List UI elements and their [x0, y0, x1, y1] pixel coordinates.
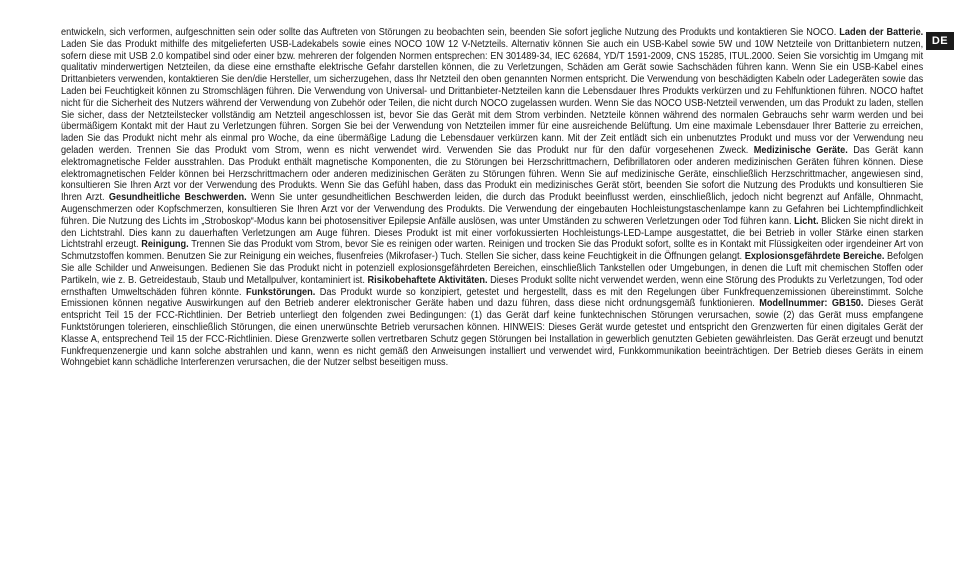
text-run: Wenn Sie unter gesundheitlichen Beschwerden leiden, die durch das Produkt beeinflusst werden, einschließlich, jedoch nicht begrenzt auf Anfälle, Ohnmacht, Augenschmerzen oder Kopfschmerzen, konsultieren Sie Ihren Arzt vor der Verwendung des Produkts. Die Verwendung der eingebauten Hochleistungstaschenlampe kann zu Gefahren bei Lichtempfindlichkeit führen. Die Nutzung des Lichts im „Stroboskop“-Modus kann bei photosensitiver Epilepsie Anfälle auslösen, was unter Umständen zu schweren Verletzungen oder Tod führen kann.: [61, 192, 924, 227]
text-run: Befolgen Sie alle Schilder und Anweisungen. Bedienen Sie das Produkt nicht in potenziell explosionsgefährdeten Bereichen, einschließlich Tankstellen oder Umgebungen, in denen die Luft mit chemischen Stoffen oder Partikeln, wie z. B. Getreidestaub, Staub und Metallpulver, kontaminiert ist.: [61, 251, 924, 286]
body-text: [61, 27, 923, 369]
text-run: Blicken Sie nicht direkt in den Lichtstrahl. Dies kann zu dauerhaften Verletzungen am Auge führen. Dieses Produkt ist mit einer vorfokussierten Hochleistungs-LED-Lampe ausgestattet, die bei Betrieb in voller Stärke einen starken Lichtstrahl erzeugt.: [61, 215, 924, 251]
language-tab: DE: [926, 32, 954, 50]
section-heading: Modellnummer: GB150.: [759, 298, 864, 310]
section-heading: Laden der Batterie.: [839, 27, 924, 38]
section-heading: Medizinische Geräte.: [753, 144, 848, 156]
text-run: Das Produkt wurde so konzipiert, getestet und hergestellt, dass es mit den Regelungen über Funkfrequenzemissionen übereinstimmt. Solche Emissionen können negative Auswirkungen auf den Betrieb anderer elektronischer Geräte haben und dazu führen, dass diese nicht ordnungsgemäß funktionieren.: [61, 286, 924, 310]
text-run: Dieses Gerät entspricht Teil 15 der FCC-Richtlinien. Der Betrieb unterliegt den folgenden zwei Bedingungen: (1) das Gerät darf keine funktechnischen Störungen verursachen, sowie (2) das Gerät muss empfangene Funktstörungen tolerieren, einschließlich Störungen, die einen unerwünschte Betrieb verursachen können. HINWEIS: Dieses Gerät wurde getestet und entspricht den Grenzwerten für einen digitales Gerät der Klasse A, entsprechend Teil 15 der FCC-Richtlinien. Diese Grenzwerte sollen vertretbaren Schutz gegen Störungen bei Installation in gewerblich genutzten Gebieten gewährleisten. Das Gerät erzeugt und benutzt Funkfrequenzenergie und kann solche abstrahlen und kann, wenn es nicht gemäß den Anweisungen installiert und verwendet wird, Funkkommunikation beeinträchtigen. Der Betrieb dieses Geräts in einem Wohngebiet kann schädliche Interferenzen verursachen, die der Nutzer selbst beseitigen muss.: [61, 298, 924, 369]
section-heading: Funkstörungen.: [246, 286, 316, 298]
text-run: Dieses Produkt sollte nicht verwendet werden, wenn eine Störung des Produkts zu Verletzungen, Tod oder ernsthaften Umweltschäden führen könnte.: [61, 274, 924, 298]
text-run: Das Gerät kann elektromagnetische Felder ausstrahlen. Das Produkt enthält magnetische Komponenten, die zu Störungen bei Herzschrittmachern, Defibrillatoren oder anderen medizinischen Geräten führen können. Diese elektromagnetischen Felder können bei Herzschrittmachern oder anderen medizinischen Geräten zu Störungen führen. Wenn Sie auf medizinische Geräte, einschließlich Herzschrittmacher, angewiesen sind, konsultieren Sie Ihren Arzt vor der Verwendung des Produkts. Wenn Sie das Gefühl haben, dass das Produkt ein medizinisches Gerät stört, beenden Sie sofort die Nutzung des Produkts und konsultieren Sie Ihren Arzt.: [61, 144, 924, 204]
text-run: entwickeln, sich verformen, aufgeschnitten sein oder sollte das Auftreten von Störungen zu beobachten sein, beenden Sie sofort jegliche Nutzung des Produkts und kontaktieren Sie NOCO.: [61, 27, 840, 38]
section-heading: Reinigung.: [141, 239, 189, 251]
section-heading: Explosionsgefährdete Bereiche.: [744, 251, 885, 263]
section-heading: Licht.: [794, 215, 819, 227]
section-heading: Gesundheitliche Beschwerden.: [108, 192, 247, 204]
section-heading: Risikobehaftete Aktivitäten.: [367, 274, 488, 286]
text-run: Trennen Sie das Produkt vom Strom, bevor Sie es reinigen oder warten. Reinigen und trocken Sie das Produkt sofort, sollte es in Kontakt mit Flüssigkeiten oder irgendeiner Art von Schmutzstoffen kommen. Benutzen Sie zur Reinigung ein weiches, flusenfreies (Mikrofaser-) Tuch. Stellen Sie sicher, dass keine Feuchtigkeit in die Öffnungen gelangt.: [61, 239, 924, 263]
text-run: Laden Sie das Produkt mithilfe des mitgelieferten USB-Ladekabels sowie eines NOCO 10W 12 V-Netzteils. Alternativ können Sie auch ein USB-Kabel sowie 5W und 10W Netzteile von Drittanbietern nutzen, sofern diese mit USB 2.0 kompatibel sind oder einer bzw. mehreren der folgenden Normen entsprechen: EN 301489-34, IEC 62684, YD/T 1591-2009, CNS 15285, ITUL.2000. Seien Sie vorsichtig im Umgang mit qualitativ minderwertigen Netzteilen, da diese eine ernsthafte elektrische Gefahr darstellen können, die zu Verletzungen, Schäden am Gerät sowie Sachschäden führen kann. Wenn Sie ein USB-Kabel eines Drittanbieters verwenden, kontaktieren Sie den/die Hersteller, um sicherzugehen, dass Ihr Netzteil den oben genannten Normen entspricht. Die Verwendung von beschädigten Kabeln oder Ladegeräten sowie das Laden bei Feuchtigkeit können zu Stromschlägen führen. Die Verwendung von Universal- und Drittanbieter-Netzteilen kann die Lebensdauer Ihres Produkts verkürzen und zu Fehlfunktionen führen. NOCO haftet nicht für die Sicherheit des Nutzers während der Verwendung von Zubehör oder Teilen, die nicht durch NOCO zugelassen wurden. Wenn Sie das NOCO USB-Netzteil verwenden, um das Produkt zu laden, stellen Sie sicher, dass der Netzteilstecker vollständig am Netzteil angeschlossen ist, bevor Sie das Gerät mit dem Strom verbinden. Netzteile können während des normalen Gebrauchs sehr warm werden und bei übermäßigem Kontakt mit der Haut zu Verletzungen führen. Sorgen Sie bei der Verwendung von Netzteilen immer für eine ausreichende Belüftung. Um eine maximale Lebensdauer Ihrer Batterie zu erreichen, laden Sie das Produkt nicht mehr als einmal pro Woche, da eine übermäßige Ladung die Lebensdauer verkürzen kann. Mit der Zeit entlädt sich ein unbenutztes Produkt und muss vor der Verwendung neu geladen werden. Trennen Sie das Produkt vom Strom, wenn es nicht verwendet wird. Verwenden Sie das Produkt nur für den dafür vorgesehenen Zweck.: [61, 38, 924, 156]
